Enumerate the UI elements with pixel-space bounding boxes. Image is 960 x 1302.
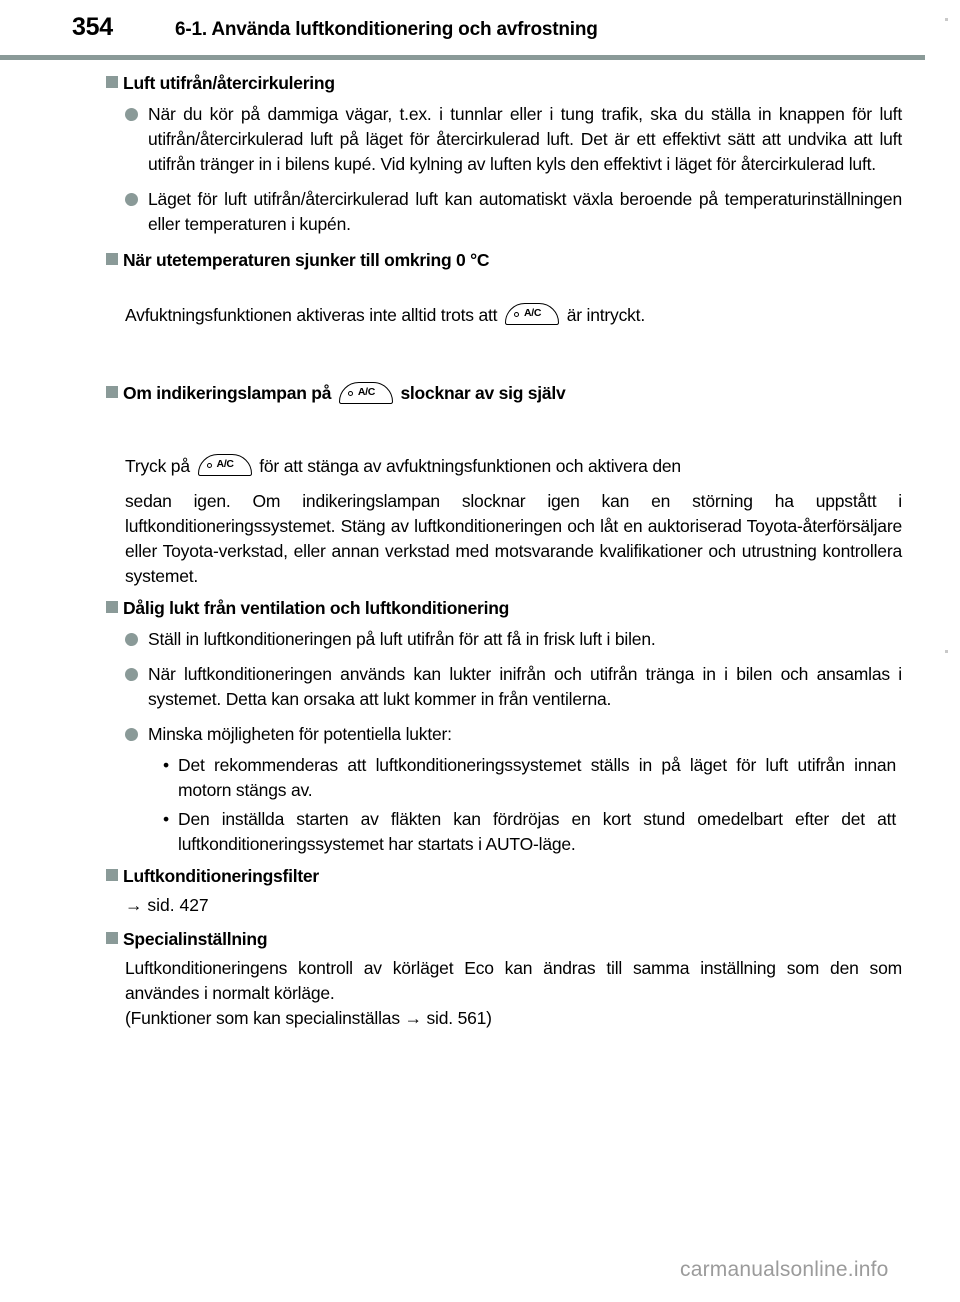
paragraph-custom-setting-reference: (Funktioner som kan specialinställas → sid. 561)	[125, 1008, 492, 1028]
round-bullet-icon	[125, 108, 138, 121]
paragraph-text-after-icon: är intryckt.	[566, 305, 645, 325]
paragraph-text-before-icon: Avfuktningsfunktionen aktiveras inte alltid trots att	[125, 305, 498, 325]
heading-text: Dålig lukt från ventilation och luftkonditionering	[123, 598, 510, 618]
dot-bullet-icon: •	[163, 809, 169, 829]
sub-list-item-text: Det rekommenderas att luftkonditioneringssystemet ställs in på läget för luft utifrån innan motorn stängs av.	[178, 755, 896, 800]
section-heading-indicator-lamp	[0, 380, 960, 406]
list-item	[0, 102, 960, 177]
paragraph-text-before-icon: Tryck på	[125, 456, 190, 476]
round-bullet-icon	[125, 668, 138, 681]
list-item-text: Ställ in luftkonditioneringen på luft utifrån för att få in frisk luft i bilen.	[148, 629, 656, 649]
page-reference[interactable]: → sid. 427	[125, 895, 209, 915]
ac-button-label: A/C	[216, 458, 234, 470]
square-bullet-icon	[106, 601, 118, 613]
page-content	[0, 70, 960, 1031]
list-item	[0, 627, 960, 652]
corner-mark	[945, 650, 948, 653]
list-item-text: Minska möjligheten för potentiella lukter:	[148, 724, 452, 744]
sub-list-item	[0, 753, 960, 803]
square-bullet-icon	[106, 932, 118, 944]
sub-list-item	[0, 807, 960, 857]
list-item	[0, 187, 960, 237]
round-bullet-icon	[125, 728, 138, 741]
ac-button-label: A/C	[357, 386, 376, 398]
paragraph-text-after-icon: för att stänga av avfuktningsfunktionen och aktivera den	[259, 456, 681, 476]
page-number: 354	[72, 13, 113, 41]
section-heading-custom-setting	[0, 926, 960, 952]
section-heading-low-temperature	[0, 247, 960, 273]
section-heading-bad-odour	[0, 595, 960, 621]
paragraph-custom-setting: Luftkonditioneringens kontroll av körläget Eco kan ändras till samma inställning som den som användes i normalt körläge.	[125, 958, 902, 1003]
square-bullet-icon	[106, 869, 118, 881]
heading-text: När utetemperaturen sjunker till omkring 0 °C	[123, 250, 490, 270]
list-item-text: När luftkonditioneringen används kan lukter inifrån och utifrån tränga in i bilen och ansamlas i systemet. Detta kan orsaka att lukt kommer in från ventilerna.	[148, 664, 902, 709]
heading-text: Luft utifrån/återcirkulering	[123, 73, 335, 93]
paragraph-low-temperature	[0, 303, 960, 328]
ac-button-icon	[339, 382, 393, 404]
round-bullet-icon	[125, 633, 138, 646]
header-divider	[0, 55, 925, 60]
heading-text-after-icon: slocknar av sig själv	[400, 383, 566, 403]
list-item	[0, 662, 960, 712]
section-title: 6-1. Använda luftkonditionering och avfrostning	[175, 19, 598, 40]
corner-mark	[945, 18, 948, 21]
sub-list-item-text: Den inställda starten av fläkten kan fördröjas en kort stund omedelbart efter det att luftkonditioneringssystemet har startats i AUTO-läge.	[178, 809, 896, 854]
square-bullet-icon	[106, 76, 118, 88]
page-header	[0, 0, 960, 56]
square-bullet-icon	[106, 253, 118, 265]
dot-bullet-icon: •	[163, 755, 169, 775]
ac-indicator-dot-icon	[207, 463, 212, 468]
list-item	[0, 722, 960, 747]
paragraph-indicator-lamp-body: sedan igen. Om indikeringslampan slocknar igen kan en störning ha uppstått i luftkonditioneringssystemet. Stäng av luftkonditioneringen och låt en auktoriserad Toyota-återförsäljare eller Toyota-verkstad, eller annan verkstad med motsvarande kvalifikationer och utrustning kontrollera systemet.	[125, 491, 902, 586]
watermark: carmanualsonline.info	[680, 1258, 889, 1281]
ac-indicator-dot-icon	[348, 391, 353, 396]
paragraph-indicator-lamp-intro	[0, 454, 960, 479]
ac-button-icon	[198, 454, 252, 476]
list-item-text: Läget för luft utifrån/återcirkulerad luft kan automatiskt växla beroende på temperaturinställningen eller temperaturen i kupén.	[148, 189, 902, 234]
section-heading-air-source	[0, 70, 960, 96]
list-item-text: När du kör på dammiga vägar, t.ex. i tunnlar eller i tung trafik, ska du ställa in knappen för luft utifrån/återcirkulerad luft på läget för återcirkulerad luft. Det är ett effektivt sätt att undvika att luft utifrån tränger in i bilens kupé. Vid kylning av luften kyls den effektivt i läget för återcirkulerad luft.	[148, 104, 902, 174]
heading-text: Specialinställning	[123, 929, 268, 949]
heading-text-before-icon: Om indikeringslampan på	[123, 383, 332, 403]
ac-button-label: A/C	[524, 307, 542, 319]
heading-text: Luftkonditioneringsfilter	[123, 866, 319, 886]
section-heading-ac-filter	[0, 863, 960, 889]
round-bullet-icon	[125, 193, 138, 206]
ac-button-icon	[505, 303, 559, 325]
square-bullet-icon	[106, 386, 118, 398]
ac-indicator-dot-icon	[514, 312, 519, 317]
